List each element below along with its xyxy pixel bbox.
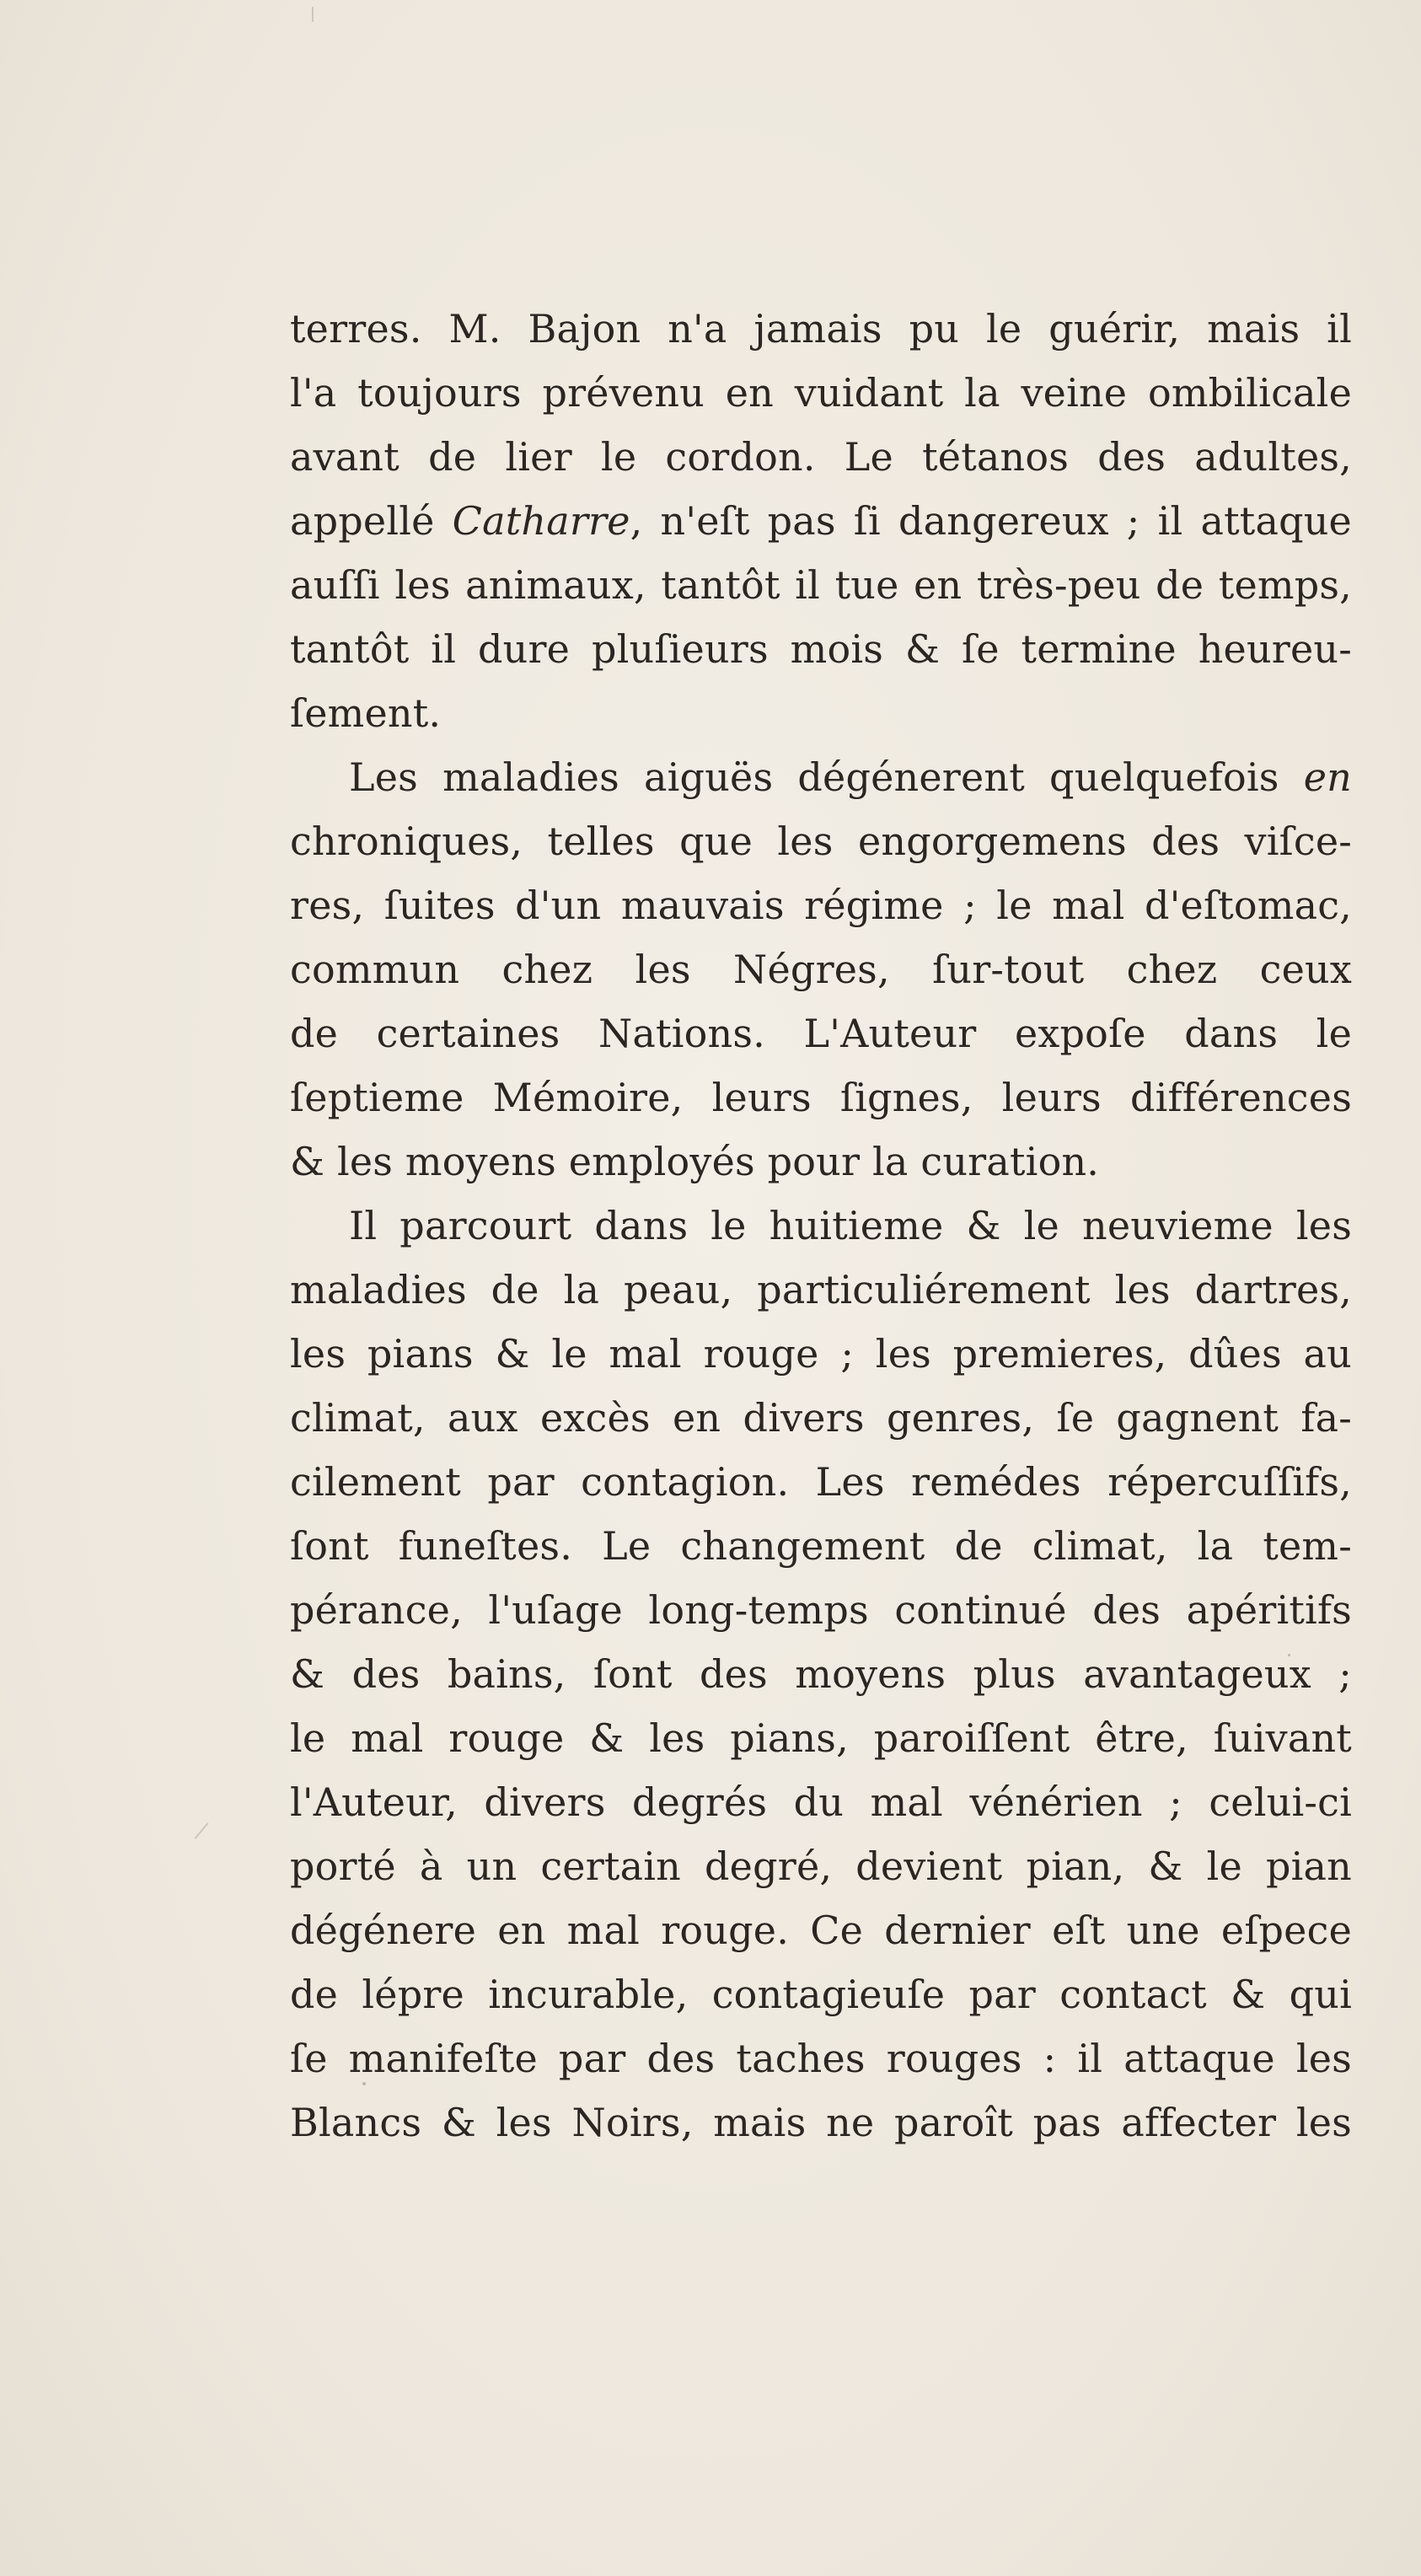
text-line: res, ſuites d'un mauvais régime ; le mal d'eſtomac, (290, 883, 1352, 928)
text-line: terres. M. Bajon n'a jamais pu le guérir, mais il (290, 306, 1352, 352)
text-line: l'a toujours prévenu en vuidant la veine ombilicale (290, 370, 1352, 416)
text-line: dégénere en mal rouge. Ce dernier eſt une eſpece (290, 1908, 1352, 1953)
text-line: pérance, l'uſage long-temps continué des apéritifs (290, 1587, 1352, 1633)
text-line: Blancs & les Noirs, mais ne paroît pas affecter les (290, 2100, 1352, 2145)
text-line: tantôt il dure pluſieurs mois & ſe termine heureu- (290, 626, 1352, 672)
text-line: le mal rouge & les pians, paroiſſent être, ſuivant (290, 1715, 1352, 1761)
text-line: l'Auteur, divers degrés du mal vénérien ; celui-ci (290, 1779, 1352, 1825)
text-line: ſement. (290, 690, 442, 736)
text-line: & des bains, ſont des moyens plus avantageux ; (290, 1651, 1352, 1697)
body-text (290, 297, 1352, 2155)
text-line: ſe manifeſte par des taches rouges : il attaque les (290, 2036, 1352, 2081)
text-line: chroniques, telles que les engorgemens des viſce- (290, 818, 1352, 864)
text-line: Il parcourt dans le huitieme & le neuvieme les (349, 1203, 1352, 1248)
edge-mark (195, 1822, 209, 1839)
edge-mark (312, 7, 314, 22)
text-line: porté à un certain degré, devient pian, & le pian (290, 1843, 1352, 1889)
text-line: auſſi les animaux, tantôt il tue en très-peu de temps, (290, 562, 1352, 608)
text-line: appellé Catharre, n'eſt pas ſi dangereux ; il attaque (290, 498, 1352, 544)
text-line: commun chez les Négres, ſur-tout chez ceux (290, 947, 1352, 992)
text-line: de certaines Nations. L'Auteur expoſe dans le (290, 1011, 1352, 1056)
text-line: & les moyens employés pour la curation. (290, 1139, 1100, 1184)
text-line: les pians & le mal rouge ; les premieres, dûes au (290, 1331, 1352, 1377)
text-line: maladies de la peau, particuliérement les dartres, (290, 1267, 1352, 1312)
text-line: ſont funeſtes. Le changement de climat, la tem- (290, 1523, 1352, 1569)
text-line: cilement par contagion. Les remédes répercuſſifs, (290, 1459, 1352, 1505)
text-line: ſeptieme Mémoire, leurs ſignes, leurs différences (290, 1075, 1352, 1120)
text-line: de lépre incurable, contagieuſe par contact & qui (290, 1972, 1352, 2017)
text-line: climat, aux excès en divers genres, ſe gagnent fa- (290, 1395, 1352, 1441)
text-line: Les maladies aiguës dégénerent quelquefois en (349, 754, 1352, 800)
text-line: avant de lier le cordon. Le tétanos des adultes, (290, 434, 1352, 480)
